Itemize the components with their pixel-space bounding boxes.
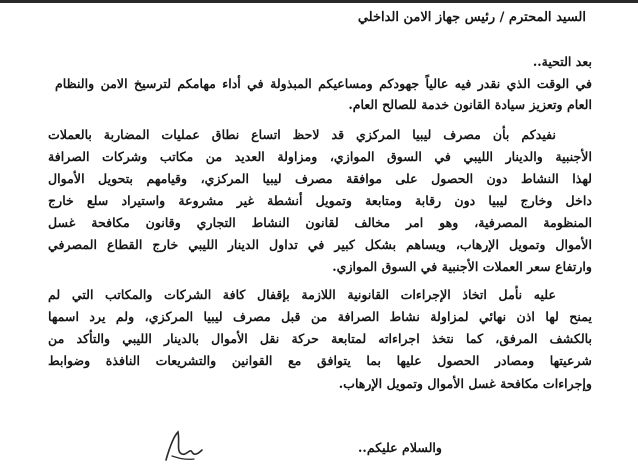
recipient-line: السيد المحترم / رئيس جهاز الامن الداخلي — [357, 10, 586, 25]
paragraph-2-line-3: لهذا النشاط دون الحصول على موافقة مصرف ليبيا المركزي، وقيامهم بتحويل الأموال — [48, 171, 592, 186]
paragraph-1-line-1: في الوقت الذي نقدر فيه عالياً جهودكم ومساعيكم المبذولة في أداء مهامكم لترسيخ الامن والنظام — [55, 76, 592, 91]
greeting-line: بعد التحية.. — [532, 54, 592, 69]
paragraph-3-line-3: بالكشف المرفق، كما نتخذ اجراءاته لمتابعة حركة نقل الأموال بالدينار الليبي والتأكد من — [48, 331, 592, 346]
paragraph-3-line-4: شرعيتها ومصادر الحصول عليها بما يتوافق مع القوانين والتشريعات النافذة وضوابط — [48, 353, 592, 368]
paragraph-1-line-2: العام وتعزيز سيادة القانون خدمة للصالح العام. — [348, 97, 592, 112]
paragraph-2-line-1: نفيدكم بأن مصرف ليبيا المركزي قد لاحظ اتساع نطاق عمليات المضاربة بالعملات — [48, 127, 556, 142]
paragraph-2-line-2: الأجنبية والدينار الليبي في السوق الموازي، ومزاولة العديد من مكاتب وشركات الصرافة — [48, 149, 592, 164]
paragraph-3-line-2: يمنح لها اذن نهائي لمزاولة نشاط الصرافة من قبل مصرف ليبيا المركزي، ولم يرد اسمها — [48, 309, 592, 324]
paragraph-2-line-6: الأموال وتمويل الإرهاب، ويساهم بشكل كبير في تداول الدينار الليبي خارج القطاع المصرفي — [48, 237, 592, 252]
closing-line: والسلام عليكم.. — [358, 440, 442, 455]
paragraph-2-line-5: المنظومة المصرفية، وهو امر مخالف لقانون النشاط التجاري وقانون مكافحة غسل — [48, 215, 592, 230]
page-top-edge — [0, 0, 638, 3]
paragraph-3-line-5: وإجراءات مكافحة غسل الأموال وتمويل الإرهاب. — [338, 376, 592, 391]
paragraph-2-line-4: داخل وخارج ليبيا دون رقابة ومتابعة وتمويل أنشطة غير مشروعة واستيراد سلع خارج — [48, 193, 592, 208]
paragraph-3-line-1: عليه نأمل اتخاذ الإجراءات القانونية اللازمة بإقفال كافة الشركات والمكاتب التي لم — [48, 287, 556, 302]
paragraph-2-line-7: وارتفاع سعر العملات الأجنبية في السوق الموازي. — [332, 259, 592, 274]
signature-mark — [160, 426, 206, 466]
